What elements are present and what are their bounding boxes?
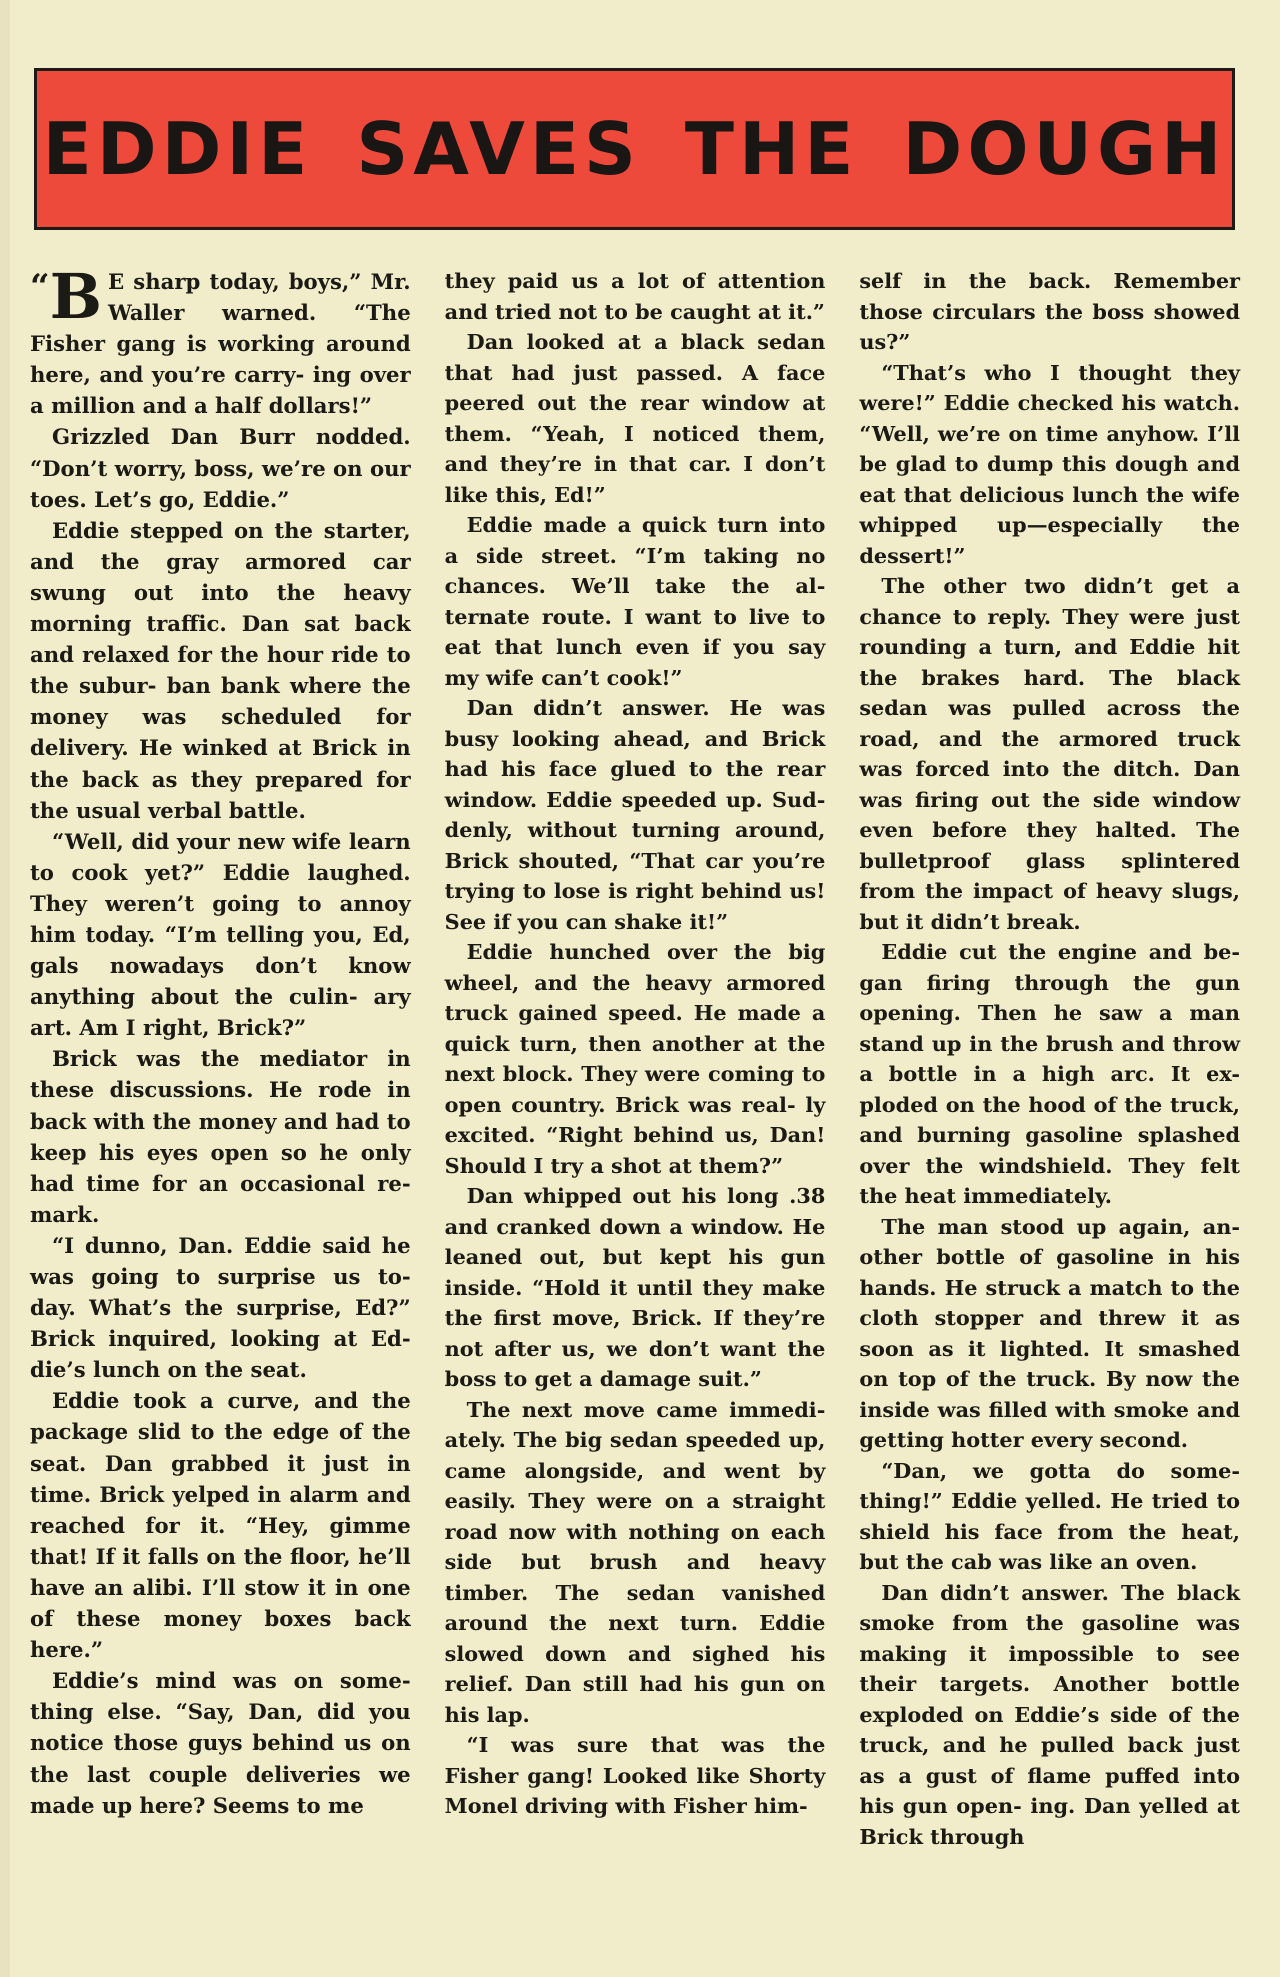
paragraph: “Well, did your new wife learn to cook yet?” Eddie laughed. They weren’t going to annoy him today. “I’m telling you, Ed, gals nowadays don’t know anything about the culin- ary art. Am I right, Brick?” xyxy=(30,828,411,1041)
paragraph: Eddie stepped on the starter, and the gray armored car swung out into the heavy morning traffic. Dan sat back and relaxed for the hour ride to the subur- ban bank where the money was scheduled for delivery. He winked at Brick in the back as they prepared for the usual verbal battle. xyxy=(30,517,411,823)
paragraph: The man stood up again, an- other bottle of gasoline in his hands. He struck a match to the cloth stopper and threw it as soon as it lighted. It smashed on top of the truck. By now the inside was filled with smoke and getting hotter every second. xyxy=(859,1213,1241,1452)
paragraph: The next move came immedi- ately. The big sedan speeded up, came alongside, and went by easily. They were on a straight road now with nothing on each side but brush and heavy timber. The sedan vanished around the next turn. Eddie slowed down and sighed his relief. Dan still had his gun on his lap. xyxy=(444,1396,826,1727)
paragraph: “That’s who I thought they were!” Eddie checked his watch. “Well, we’re on time anyhow. I’ll be glad to dump this dough and eat that delicious lunch the wife whipped up—especially the dessert!” xyxy=(859,359,1241,568)
paragraph: Eddie hunched over the big wheel, and the heavy armored truck gained speed. He made a quick turn, then another at the next block. They were coming to open country. Brick was real- ly excited. “Right behind us, Dan! Should I try a shot at them?” xyxy=(444,939,826,1178)
paragraph: Brick was the mediator in these discussions. He rode in back with the money and had to keep his eyes open so he only had time for an occasional re- mark. xyxy=(30,1046,411,1227)
column-3 xyxy=(859,266,1240,1866)
paragraph: Dan looked at a black sedan that had just passed. A face peered out the rear window at them. “Yeah, I noticed them, and they’re in that car. I don’t like this, Ed!” xyxy=(444,329,826,507)
story-columns xyxy=(30,260,1241,1866)
column-1 xyxy=(30,260,411,1866)
title-banner xyxy=(34,68,1235,230)
paragraph: Eddie’s mind was on some- thing else. “Say, Dan, did you notice those guys behind us on the last couple deliveries we made up here? Seems to me xyxy=(30,1668,411,1818)
story-title: EDDIE SAVES THE DOUGH xyxy=(42,107,1227,191)
paragraph: self in the back. Remember those circulars the boss showed us?” xyxy=(859,268,1241,354)
paragraph xyxy=(30,260,411,421)
drop-cap-quote: “ xyxy=(30,267,50,307)
paragraph: they paid us a lot of attention and tried not to be caught at it.” xyxy=(444,268,826,324)
paragraph: Dan didn’t answer. He was busy looking ahead, and Brick had his face glued to the rear window. Eddie speeded up. Sud- denly, without turning around, Brick shouted, “That car you’re trying to lose is right behind us! See if you can shake it!” xyxy=(444,695,826,934)
paragraph: Eddie cut the engine and be- gan firing through the gun opening. Then he saw a man stand up in the brush and throw a bottle in a high arc. It ex- ploded on the hood of the truck, and burning gasoline splashed over the windshield. They felt the heat immediately. xyxy=(859,939,1241,1208)
paragraph-text: E sharp today, boys,” Mr. Waller warned. “The Fisher gang is working around here, and you’re carry- ing over a million and a half dollars!” xyxy=(30,269,411,419)
drop-cap xyxy=(30,260,102,333)
paragraph: “Dan, we gotta do some- thing!” Eddie yelled. He tried to shield his face from the heat, but the cab was like an oven. xyxy=(859,1457,1241,1574)
paragraph: Dan didn’t answer. The black smoke from the gasoline was making it impossible to see their targets. Another bottle exploded on Eddie’s side of the truck, and he pulled back just as a gust of flame puffed into his gun open- ing. Dan yelled at Brick through xyxy=(859,1579,1241,1849)
drop-cap-letter: B xyxy=(49,260,102,333)
paragraph: Dan whipped out his long .38 and cranked down a window. He leaned out, but kept his gun inside. “Hold it until they make the first move, Brick. If they’re not after us, we don’t want the boss to get a damage suit.” xyxy=(444,1183,826,1391)
paragraph: “I was sure that was the Fisher gang! Looked like Shorty Monel driving with Fisher him- xyxy=(444,1732,826,1818)
paragraph: Eddie took a curve, and the package slid to the edge of the seat. Dan grabbed it just in time. Brick yelped in alarm and reached for it. “Hey, gimme that! If it falls on the floor, he’ll have an alibi. I’ll stow it in one of these money boxes back here.” xyxy=(30,1388,411,1663)
paragraph: Grizzled Dan Burr nodded. “Don’t worry, boss, we’re on our toes. Let’s go, Eddie.” xyxy=(30,424,411,512)
paragraph: Eddie made a quick turn into a side street. “I’m taking no chances. We’ll take the al- ternate route. I want to live to eat that lunch even if you say my wife can’t cook!” xyxy=(444,512,826,690)
paragraph: The other two didn’t get a chance to reply. They were just rounding a turn, and Eddie hit the brakes hard. The black sedan was pulled across the road, and the armored truck was forced into the ditch. Dan was firing out the side window even before they halted. The bulletproof glass splintered from the impact of heavy slugs, but it didn’t break. xyxy=(859,573,1241,934)
paragraph: “I dunno, Dan. Eddie said he was going to surprise us to- day. What’s the surprise, Ed?” Brick inquired, looking at Ed- die’s lunch on the seat. xyxy=(30,1232,411,1383)
column-2 xyxy=(445,266,826,1866)
